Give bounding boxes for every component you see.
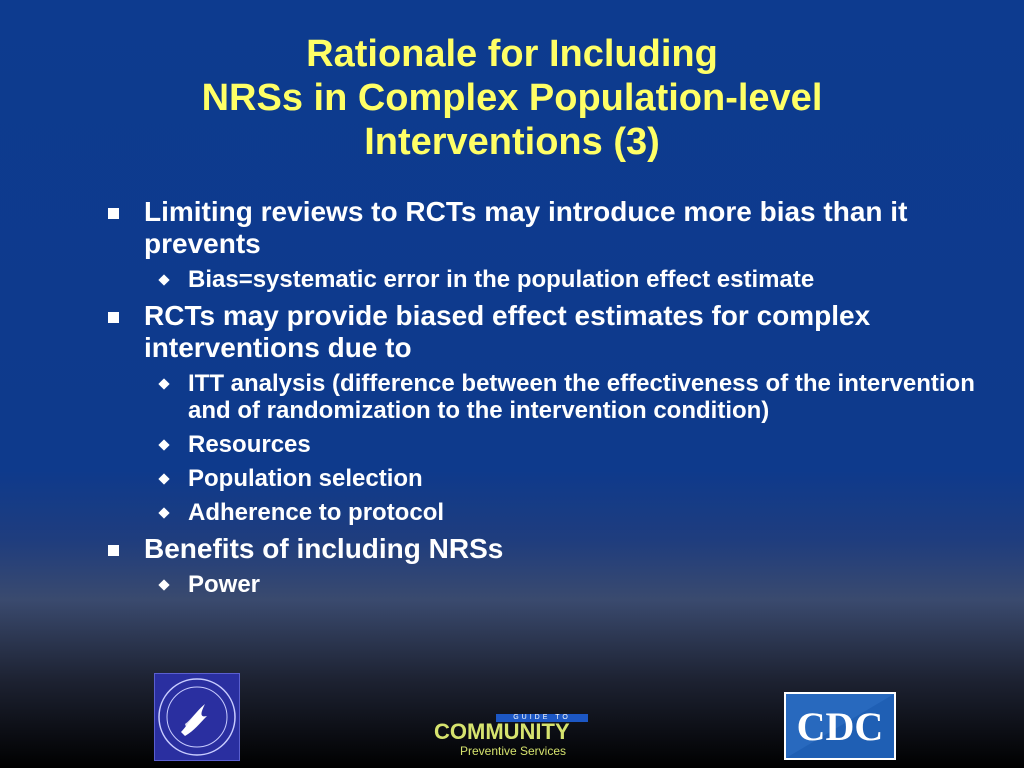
- sub-bullet-item: [100, 571, 980, 598]
- bullet-list: [100, 196, 980, 605]
- diamond-bullet-icon: [158, 473, 169, 484]
- sub-bullet-item: [100, 431, 980, 458]
- diamond-bullet-icon: [158, 507, 169, 518]
- bullet-text: Limiting reviews to RCTs may introduce more bias than it prevents: [144, 196, 908, 259]
- sub-bullet-text: Power: [188, 571, 261, 598]
- sub-bullet-text: Adherence to protocol: [188, 499, 445, 526]
- community-guide-logo: [428, 714, 598, 760]
- preventive-services-label: Preventive Services: [459, 744, 567, 758]
- hhs-seal-logo: [154, 673, 240, 761]
- sub-bullet-item: [100, 266, 980, 293]
- title-line-3: Interventions (3): [364, 121, 660, 163]
- bullet-item: [100, 196, 980, 260]
- diamond-bullet-icon: [158, 274, 169, 285]
- bullet-text: Benefits of including NRSs: [144, 533, 504, 564]
- square-bullet-icon: [108, 208, 119, 219]
- svg-text:CDC: CDC: [796, 704, 884, 749]
- sub-bullet-item: [100, 370, 980, 424]
- diamond-bullet-icon: [158, 439, 169, 450]
- title-line-1: Rationale for Including: [306, 33, 718, 75]
- diamond-bullet-icon: [158, 579, 169, 590]
- square-bullet-icon: [108, 545, 119, 556]
- title-line-2: NRSs in Complex Population-level: [201, 77, 823, 119]
- cdc-logo-icon: [784, 692, 896, 760]
- hhs-eagle-icon: [155, 674, 239, 760]
- community-word: COMMUNITY: [434, 719, 570, 744]
- sub-bullet-item: [100, 499, 980, 526]
- sub-bullet-item: [100, 465, 980, 492]
- sub-bullet-text: Population selection: [188, 465, 423, 492]
- guide-to-label: GUIDE TO: [496, 714, 588, 722]
- diamond-bullet-icon: [158, 378, 169, 389]
- square-bullet-icon: [108, 312, 119, 323]
- bullet-item: [100, 300, 980, 364]
- cdc-logo: [784, 692, 896, 760]
- sub-bullet-text: Resources: [188, 431, 311, 458]
- bullet-text: RCTs may provide biased effect estimates for complex interventions due to: [144, 300, 871, 363]
- sub-bullet-text: Bias=systematic error in the population effect estimate: [188, 266, 815, 293]
- slide-title: [0, 32, 1024, 164]
- sub-bullet-text: ITT analysis (difference between the effectiveness of the intervention and of randomization to the intervention condition): [188, 370, 975, 424]
- bullet-item: [100, 533, 980, 565]
